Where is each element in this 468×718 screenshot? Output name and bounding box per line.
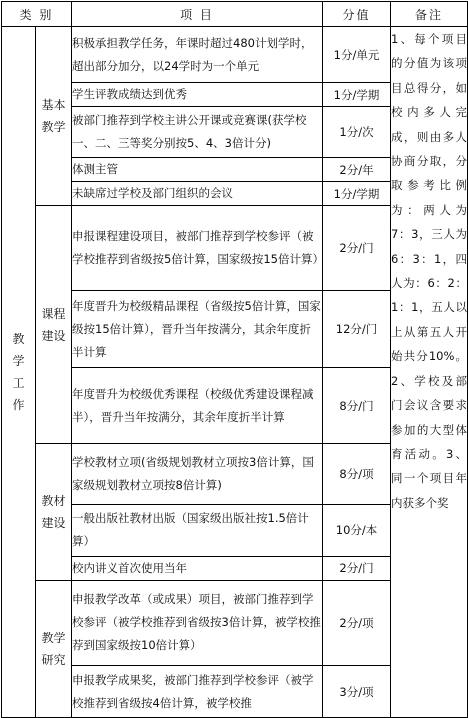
- note-text: 1、每个项目的分值为该项目总得分，如校内多人完成，则由多人协商分取，分取参考比例为：两人为7：3，三人为6：3：1，四人为：6：2：1：1，五人以上从第五人开始共分10%。2、学校及部门会议含要求参加的大型体育活动。3、同一个项目年内获多个奖: [391, 32, 468, 510]
- item-text: 学校教材立项(省级规划教材立项按3倍计算，国家级规划教材立项按8倍计算): [72, 444, 323, 504]
- item-text: 积极承担教学任务，年课时超过480计划学时，超出部分加分，以24学时为一个单元: [72, 27, 323, 83]
- item-text: 申报教学改革（或成果）项目，被部门推荐到学校参评（被学校推荐到省级按3倍计算，被学校推荐到国家级按10倍计算）: [72, 580, 323, 665]
- score-value: 8分/项: [323, 444, 391, 504]
- score-value: 2分/项: [323, 580, 391, 665]
- item-text: 申报教学成果奖，被部门推荐到学校参评（被学校推荐到省级按4倍计算，被学校推: [72, 666, 323, 718]
- score-value: 10分/本: [323, 504, 391, 556]
- item-text: 年度晋升为校级优秀课程（校级优秀建设课程减半），晋升当年按满分，其余年度折半计算: [72, 368, 323, 444]
- table-row: [2, 27, 468, 83]
- header-score: 分值: [323, 2, 391, 27]
- item-text: 申报课程建设项目，被部门推荐到学校参评（被学校推荐到省级按5倍计算，国家级按15倍计算）: [72, 206, 323, 291]
- item-text: 被部门推荐到学校主讲公开课或竞赛课(获学校一、二、三等奖分别按5、4、3倍计分): [72, 107, 323, 158]
- header-row: [2, 2, 468, 27]
- score-value: 12分/门: [323, 291, 391, 368]
- scoring-table: [1, 1, 468, 718]
- item-text: 一般出版社教材出版（国家级出版社按1.5倍计算）: [72, 504, 323, 556]
- score-value: 3分/项: [323, 666, 391, 718]
- score-value: 1分/单元: [323, 27, 391, 83]
- header-note: 备注: [391, 2, 468, 27]
- group-name: 基本教学: [36, 27, 72, 206]
- item-text: 年度晋升为校级精品课程（省级按5倍计算，国家级按15倍计算），晋升当年按满分，其余年度折半计算: [72, 291, 323, 368]
- header-item: 项 目: [72, 2, 323, 27]
- score-value: 1分/学期: [323, 83, 391, 107]
- item-text: 学生评教成绩达到优秀: [72, 83, 323, 107]
- group-name: 教学研究: [36, 580, 72, 717]
- header-category: 类 别: [2, 2, 72, 27]
- score-value: 2分/门: [323, 556, 391, 580]
- item-text: 未缺席过学校及部门组织的会议: [72, 182, 323, 206]
- score-value: 8分/门: [323, 368, 391, 444]
- item-text: 校内讲义首次使用当年: [72, 556, 323, 580]
- group-name: 教材建设: [36, 444, 72, 580]
- note-cell: [391, 27, 468, 718]
- score-value: 1分/次: [323, 107, 391, 158]
- category-main: 教学工作: [2, 27, 36, 718]
- score-value: 2分/门: [323, 206, 391, 291]
- group-name: 课程建设: [36, 206, 72, 444]
- item-text: 体测主管: [72, 158, 323, 182]
- score-value: 1分/学期: [323, 182, 391, 206]
- score-value: 2分/年: [323, 158, 391, 182]
